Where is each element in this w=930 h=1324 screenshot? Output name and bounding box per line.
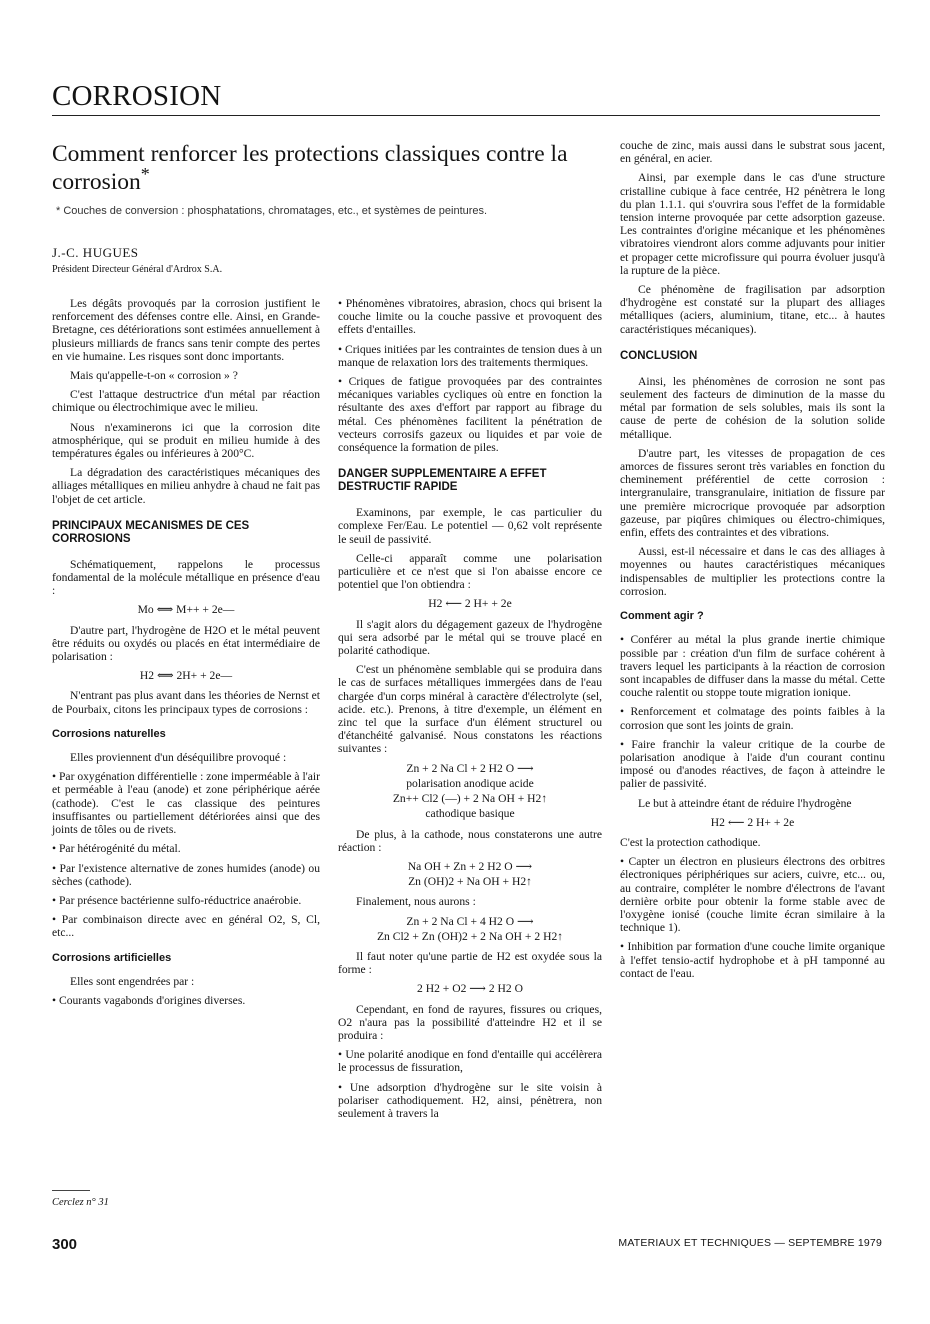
paragraph: Il faut noter qu'une partie de H2 est oxydée sous la forme : bbox=[338, 949, 602, 977]
equation: 2 H2 + O2 ⟶ 2 H2 O bbox=[417, 982, 523, 996]
subheading-corrosions-naturelles: Corrosions naturelles bbox=[52, 727, 166, 740]
equation: H2 ⟵ 2 H+ + 2e bbox=[428, 597, 512, 611]
paragraph: Aussi, est-il nécessaire et dans le cas des alliages à moyennes ou hautes caractéristiques mécaniques indispensables de multiplier les protections contre la corrosion. bbox=[620, 545, 885, 598]
paragraph: Les dégâts provoqués par la corrosion justifient le renforcement des défenses contre elle. Ainsi, en Grande-Bretagne, ces détériorations sont estimées annuellement à plusieurs milliards de francs sans tenir compte des pertes en vie humaine. Les risques sont donc importants. bbox=[52, 297, 320, 363]
paragraph: De plus, à la cathode, nous constaterons une autre réaction : bbox=[338, 827, 602, 854]
reader-service-number: Cerclez n° 31 bbox=[52, 1197, 109, 1208]
title-footnote-marker: * bbox=[140, 164, 150, 185]
paragraph: Schématiquement, rappelons le processus fondamental de la molécule métallique en présence d'eau : bbox=[52, 557, 320, 598]
equation-line: Zn++ Cl2 (—) + 2 Na OH + H2↑ bbox=[392, 792, 548, 806]
paragraph: C'est un phénomène semblable qui se produira dans le cas de surfaces métalliques immergées dans de l'eau chargée d'un corps minéral à caractère d'électrolyte (sel, acide. etc.). Prenons, à titre d'exemple, un élément en zinc tel que la surface d'un élément structurel ou d'étanchéité galvanisé. Nous constatons les réactions suivantes : bbox=[338, 663, 602, 756]
bullet-item: • Par présence bactérienne sulfo-réductrice anaérobie. bbox=[52, 894, 320, 907]
paragraph: Elles sont engendrées par : bbox=[70, 974, 195, 988]
paragraph: Le but à atteindre étant de réduire l'hydrogène bbox=[638, 796, 852, 810]
subheading-principaux-mecanismes: PRINCIPAUX MECANISMES DE CES CORROSIONS bbox=[52, 519, 250, 545]
equation-line: Zn + 2 Na Cl + 2 H2 O ⟶ bbox=[406, 761, 534, 775]
paragraph: Ainsi, par exemple dans le cas d'une structure cristalline cubique à face centrée, H2 pénètrera le long du plan 1.1.1. qui s'ouvrira sous l'effet de la formidable tension interne provoquée par cette adsorption gazeuse. Les contraintes d'origine mécanique et les phénomènes vibratoires viendront alors comme adjuvants pour initier et propager cette microfissure qui pourra évoluer jusqu'à la rupture de la pièce. bbox=[620, 171, 885, 277]
header-rule bbox=[52, 115, 880, 116]
page-number: 300 bbox=[52, 1236, 78, 1253]
bullet-item: • Par oxygénation différentielle : zone imperméable à l'air et perméable à l'eau (anode) et zone périphérique aérée (cathode). C'est le cas classique des peintures insuffisantes ou partiellement détériorées ainsi que des joints de tôles ou de rivets. bbox=[52, 770, 320, 836]
bullet-item: • Courants vagabonds d'origines diverses. bbox=[52, 994, 320, 1007]
paragraph: La dégradation des caractéristiques mécaniques des alliages métalliques en milieu anhydre à chaud ne fait pas l'objet de cet article. bbox=[52, 466, 320, 506]
paragraph: Ce phénomène de fragilisation par adsorption d'hydrogène est constaté sur la plupart des alliages métalliques (aciers, aluminium, titane, etc... à hautes caractéristiques mécaniques). bbox=[620, 283, 885, 336]
title-footnote: * Couches de conversion : phosphatations, chromatages, etc., et systèmes de peintures. bbox=[56, 205, 488, 217]
article-title-text: Comment renforcer les protections classiques contre la corrosion bbox=[52, 141, 568, 195]
paragraph: Elles proviennent d'un déséquilibre provoqué : bbox=[70, 751, 287, 765]
author-affiliation: Président Directeur Général d'Ardrox S.A. bbox=[52, 264, 223, 275]
paragraph: Nous n'examinerons ici que la corrosion dite atmosphérique, qui se produit en milieu humide à des températures égales ou inférieures à 200°C. bbox=[52, 420, 320, 461]
bullet-item: • Capter un électron en plusieurs électrons des orbitres électroniques périphériques sur aciers, cuivre, etc... ou, au contraire, compléter le nombre d'électrons de l'avant dernière orbite pour obtenir la forme stable avec de l'oxygène ionisé (couche limite écran similaire à la technique 1). bbox=[620, 855, 885, 934]
equation-line: Na OH + Zn + 2 H2 O ⟶ bbox=[407, 859, 533, 873]
paragraph: Il s'agit alors du dégagement gazeux de l'hydrogène qui sera adsorbé par le métal qui se trouve placé en polarité cathodique. bbox=[338, 617, 602, 658]
paragraph: Ainsi, les phénomènes de corrosion ne sont pas seulement des facteurs de diminution de la masse du métal par formation de sels solubles, mais ils sont la cause de perte de cohésion de la solution solide métallique. bbox=[620, 374, 885, 441]
equation-line: Zn Cl2 + Zn (OH)2 + 2 Na OH + 2 H2↑ bbox=[376, 929, 564, 943]
bullet-item: • Criques de fatigue provoquées par des contraintes mécaniques variables cycliques où entre en fonction la résultante des axes d'effort par rapport au fibrage du métal. Ces phénomènes facilitent la pénétration de vecteurs corrosifs gazeux ou liquides et par voie de conséquence la formation de piles. bbox=[338, 375, 602, 454]
bullet-item: • Criques initiées par les contraintes de tension dues à un manque de relaxation lors des traitements thermiques. bbox=[338, 343, 602, 369]
bullet-item: • Par combinaison directe avec en général O2, S, Cl, etc... bbox=[52, 913, 320, 939]
paragraph: D'autre part, les vitesses de propagation de ces amorces de fissures seront très variables en fonction du cheminement préférentiel de cette corrosion : intergranulaire, transgranulaire, initiation de fissure par une première microcrique provoquée par adsorption gazeuse, par piqûres chimiques ou électro-chimiques, enfin, effets des contraintes et des vibrations. bbox=[620, 446, 885, 540]
paragraph: Mais qu'appelle-t-on « corrosion » ? bbox=[70, 369, 238, 383]
paragraph: C'est l'attaque destructrice d'un métal par réaction chimique ou électrochimique avec le milieu. bbox=[52, 388, 320, 415]
article-title bbox=[52, 140, 612, 196]
equation-line: polarisation anodique acide bbox=[406, 776, 534, 790]
section-heading: CORROSION bbox=[52, 80, 222, 112]
equation: H2 ⟺ 2H+ + 2e— bbox=[139, 669, 233, 683]
paragraph: D'autre part, l'hydrogène de H2O et le métal peuvent être réduits ou oxydés ou placés en état intermédiaire de polarisation : bbox=[52, 623, 320, 664]
bullet-item: • Phénomènes vibratoires, abrasion, chocs qui brisent la couche limite ou la couche passive et provoquent des effets d'entailles. bbox=[338, 297, 602, 337]
bullet-item: • Conférer au métal la plus grande inertie chimique possible par : création d'un film de surface cohérent à travers lequel les participants à la réaction de corrosion sont incapables de diffuser dans la masse du métal. Cette couche ralentit ou stoppe toute migration ionique. bbox=[620, 633, 885, 699]
subheading-corrosions-artificielles: Corrosions artificielles bbox=[52, 951, 172, 964]
equation-line: Zn (OH)2 + Na OH + H2↑ bbox=[408, 875, 532, 889]
paragraph: Examinons, par exemple, le cas particulier du complexe Fer/Eau. Le potentiel — 0,62 volt représente le seuil de passivité. bbox=[338, 506, 602, 546]
subheading-conclusion: CONCLUSION bbox=[620, 349, 698, 362]
column-3 bbox=[620, 139, 885, 986]
bullet-item: • Renforcement et colmatage des points faibles à la corrosion que sont les joints de grain. bbox=[620, 705, 885, 731]
paragraph: Cependant, en fond de rayures, fissures ou criques, O2 n'aura pas la possibilité d'atteindre H2 et il se produira : bbox=[338, 1002, 602, 1042]
equation-line: cathodique basique bbox=[425, 807, 515, 821]
footnote-rule bbox=[52, 1190, 90, 1191]
bullet-item: • Par hétérogénité du métal. bbox=[52, 842, 320, 855]
equation: Mo ⟺ M++ + 2e— bbox=[137, 603, 235, 617]
column-1 bbox=[52, 297, 320, 1013]
bullet-item: • Faire franchir la valeur critique de la courbe de polarisation anodique à l'aide d'un courant continu imposé ou d'anodes réactives, de façon à atteindre le palier de passivité. bbox=[620, 738, 885, 791]
subheading-comment-agir: Comment agir ? bbox=[620, 610, 704, 623]
equation-line: Zn + 2 Na Cl + 4 H2 O ⟶ bbox=[406, 914, 534, 928]
column-2 bbox=[338, 297, 602, 1126]
paragraph: couche de zinc, mais aussi dans le substrat sous jacent, en général, en acier. bbox=[620, 139, 885, 166]
bullet-item: • Inhibition par formation d'une couche limite organique à l'effet tensio-actif hydrophobe et à pH tamponné au contact de l'eau. bbox=[620, 940, 885, 980]
paragraph: Finalement, nous aurons : bbox=[356, 895, 476, 909]
bullet-item: • Une polarité anodique en fond d'entaille qui accélèrera le processus de fissuration, bbox=[338, 1048, 602, 1074]
paragraph: Celle-ci apparaît comme une polarisation particulière et ce n'est que si l'on abaisse encore ce potentiel que l'on obtiendra : bbox=[338, 551, 602, 592]
bullet-item: • Une adsorption d'hydrogène sur le site voisin à polariser cathodiquement. H2, ainsi, pénètrera, non seulement à travers la bbox=[338, 1081, 602, 1121]
bullet-item: • Par l'existence alternative de zones humides (anode) ou sèches (cathode). bbox=[52, 862, 320, 888]
equation: H2 ⟵ 2 H+ + 2e bbox=[710, 815, 795, 829]
paragraph: N'entrant pas plus avant dans les théories de Nernst et de Pourbaix, citons les principaux types de corrosions : bbox=[52, 689, 320, 716]
subheading-danger-supplementaire: DANGER SUPPLEMENTAIRE A EFFET DESTRUCTIF RAPIDE bbox=[338, 468, 547, 494]
author-name: J.-C. HUGUES bbox=[52, 245, 139, 260]
paragraph: C'est la protection cathodique. bbox=[620, 835, 761, 849]
journal-footer: MATERIAUX ET TECHNIQUES — SEPTEMBRE 1979 bbox=[618, 1237, 882, 1249]
